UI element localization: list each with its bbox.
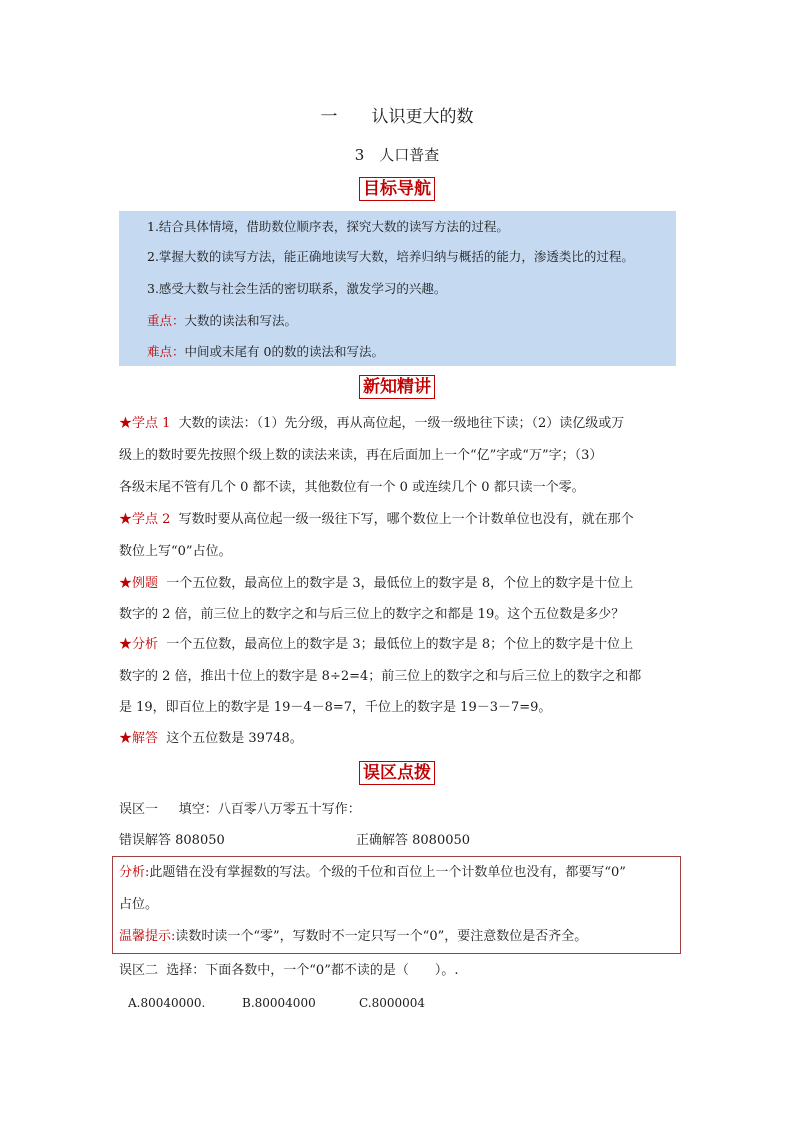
zone2-line [119,963,458,979]
goal-item-1: 1.结合具体情境，借助数位顺序表，探究大数的读写方法的过程。 [147,219,509,234]
analysis-label: ★分析 [119,637,159,652]
mistakes-heading: 误区点拨 [0,761,794,785]
goal-item-3: 3.感受大数与社会生活的密切联系，激发学习的兴趣。 [147,281,447,296]
zone1-line [119,802,361,818]
tip-line [119,929,587,945]
goal-item-2: 2.掌握大数的读写方法，能正确地读写大数，培养归纳与概括的能力，渗透类比的过程。 [147,249,634,264]
difficult-point-label: 难点： [147,344,185,359]
option-b: B.80004000 [242,996,316,1010]
difficult-point-text: 中间或末尾有 0的数的读法和写法。 [184,344,384,359]
lesson-title: 3 人口普查 [354,146,440,164]
zone2-question: 选择：下面各数中，一个“0”都不读的是（ ）。. [166,963,459,978]
key-point [147,313,297,329]
tip-text: 读数时读一个“零”，写数时不一定只写一个“0”，要注意数位是否齐全。 [175,929,588,944]
unit-title: 一 认识更大的数 [320,107,474,127]
zone1-question: 填空：八百零八万零五十写作： [178,802,361,817]
mistake-analysis-label: 分析: [119,865,150,880]
tip-label: 温馨提示: [119,929,176,944]
point1-label: ★学点 1 [119,416,171,431]
difficult-point [147,344,384,360]
answer-line: ★解答 这个五位数是 39748。 [119,731,303,746]
point1-line1: ★学点 1 大数的读法：（1）先分级，再从高位起，一级一级地往下读；（2）读亿级或万 [119,416,625,431]
point2-line2: 数位上写“0”占位。 [119,544,232,559]
analysis-line1: ★分析 一个五位数，最高位上的数字是 3；最低位上的数字是 8；个位上的数字是十位上 [119,637,634,652]
new-knowledge-heading: 新知精讲 [0,375,794,399]
example-line2: 数字的 2 倍，前三位上的数字之和与后三位上的数字之和都是 19。这个五位数是多少？ [119,607,625,622]
zone1-label: 误区一 [119,802,159,817]
option-c: C.8000004 [359,996,426,1010]
point2-line1: ★学点 2 写数时要从高位起一级一级往下写，哪个数位上一个计数单位也没有，就在那个 [119,512,634,527]
analysis-line2: 数字的 2 倍，推出十位上的数字是 8÷2=4；前三位上的数字之和与后三位上的数字之和都 [119,669,642,684]
mistake-analysis-line2: 占位。 [119,897,159,912]
goals-heading: 目标导航 [0,177,794,201]
point2-label: ★学点 2 [119,512,171,527]
example-label: ★例题 [119,576,159,591]
point1-line3: 各级末尾不管有几个 0 都不读，其他数位有一个 0 或连续几个 0 都只读一个零。 [119,480,585,495]
option-a: A.80040000. [128,996,206,1010]
zone2-label: 误区二 [119,963,159,978]
key-point-label: 重点： [147,313,185,328]
example-line1: ★例题 一个五位数，最高位上的数字是 3，最低位上的数字是 8，个位上的数字是十位上 [119,576,634,591]
correct-answer: 正确解答 8080050 [356,833,471,848]
mistake-analysis-box [112,856,681,954]
mistake-analysis-line1: 分析:此题错在没有掌握数的写法。个级的千位和百位上一个计数单位也没有，都要写“0” [119,865,626,880]
key-point-text: 大数的读法和写法。 [184,313,298,328]
analysis-line3: 是 19，即百位上的数字是 19－4－8=7，千位上的数字是 19－3－7=9。 [119,700,552,715]
point1-line2: 级上的数时要先按照个级上数的读法来读，再在后面加上一个“亿”字或“万”字；（3） [119,448,603,463]
answer-label: ★解答 [119,731,159,746]
wrong-answer: 错误解答 808050 [119,833,225,848]
goals-box [119,211,676,366]
